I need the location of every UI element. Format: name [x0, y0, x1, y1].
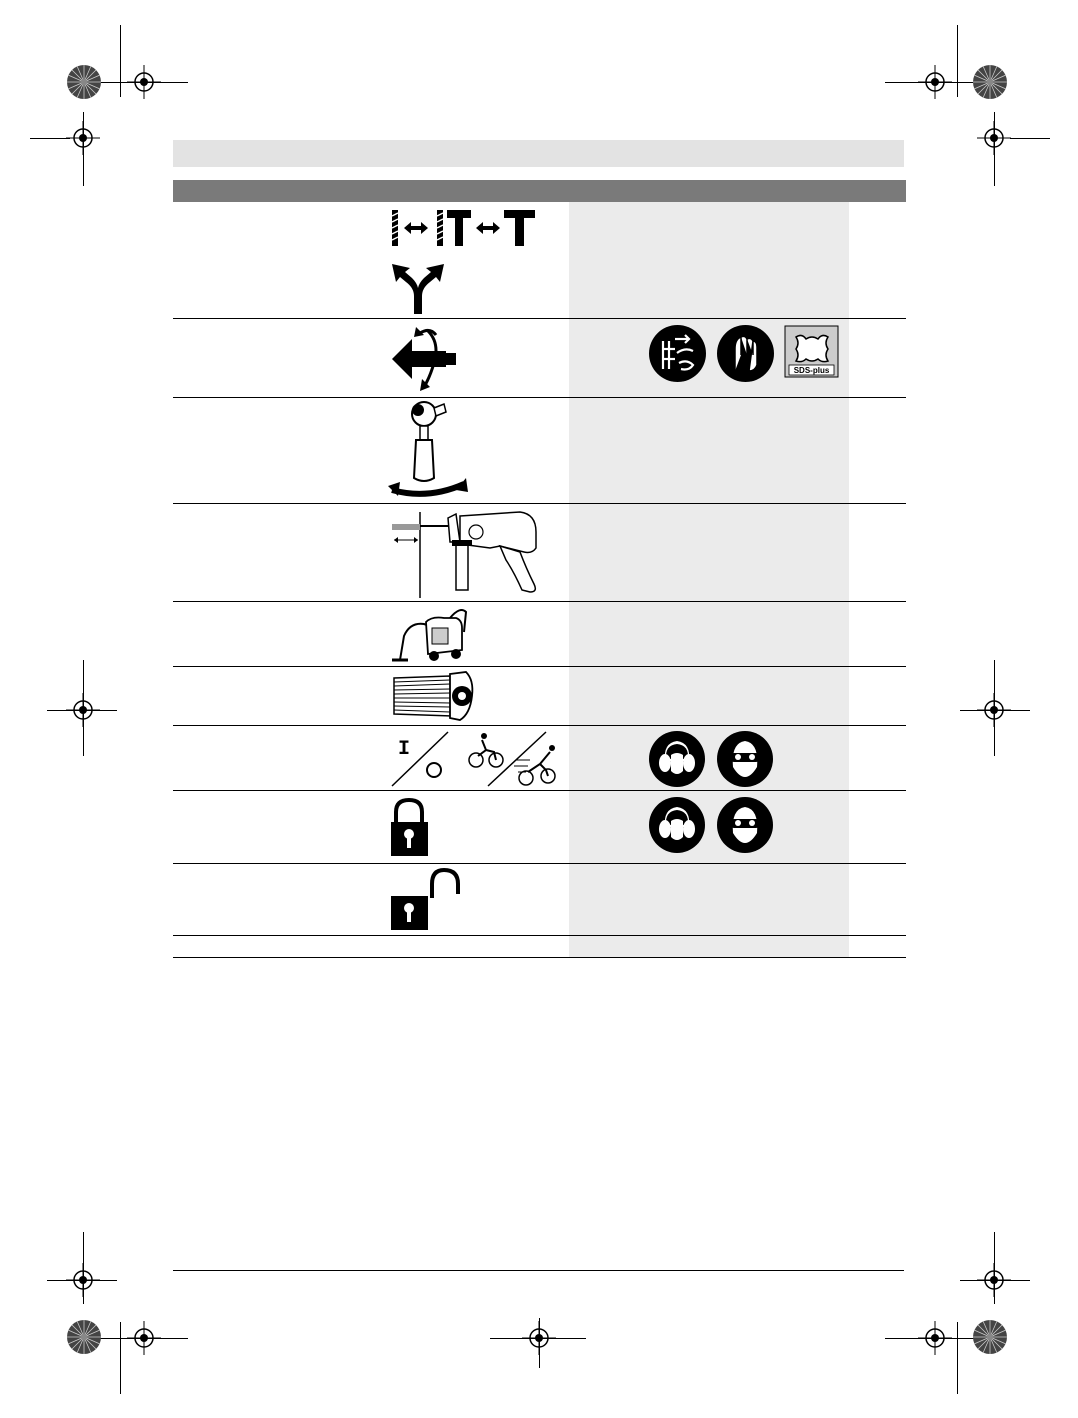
color-rosette-icon	[972, 64, 1008, 100]
vacuum-cleaner-icon	[390, 606, 470, 664]
registration-target-icon	[66, 1263, 100, 1297]
row-divider	[173, 397, 906, 398]
ear-protection-icon	[649, 797, 705, 853]
registration-target-icon	[66, 693, 100, 727]
footer-rule	[173, 1270, 904, 1271]
registration-target-icon	[127, 65, 161, 99]
lock-closed-icon	[390, 796, 430, 858]
sds-plus-icon	[784, 325, 839, 378]
row-divider	[173, 601, 906, 602]
unplug-icon	[649, 325, 706, 382]
page-header-bar	[173, 140, 904, 167]
color-rosette-icon	[66, 64, 102, 100]
dust-extraction-hose-icon	[390, 670, 476, 722]
lock-open-icon	[390, 866, 464, 932]
grey-instruction-column	[569, 202, 849, 957]
row-divider	[173, 790, 906, 791]
ear-protection-icon	[649, 731, 705, 787]
registration-target-icon	[918, 65, 952, 99]
eye-protection-icon	[717, 797, 773, 853]
table-title-bar	[173, 180, 906, 202]
registration-target-icon	[66, 121, 100, 155]
cyclist-icon	[466, 730, 566, 788]
row-divider	[173, 725, 906, 726]
sds-plus-label: SDS-plus	[793, 366, 830, 375]
registration-target-icon	[977, 693, 1011, 727]
row-divider	[173, 935, 906, 936]
drill-bit-length-icon	[390, 207, 538, 249]
row-divider	[173, 666, 906, 667]
registration-target-icon	[977, 1263, 1011, 1297]
row-divider	[173, 318, 906, 319]
switch-on-label: I	[397, 738, 411, 761]
depth-stop-drill-icon	[390, 508, 548, 600]
gloves-icon	[717, 325, 774, 382]
fork-arrow-icon	[390, 262, 446, 316]
row-divider	[173, 957, 906, 958]
registration-target-icon	[977, 121, 1011, 155]
registration-target-icon	[127, 1321, 161, 1355]
rotation-direction-icon	[390, 325, 460, 393]
row-divider	[173, 503, 906, 504]
registration-target-icon	[918, 1321, 952, 1355]
auxiliary-handle-icon	[388, 400, 468, 500]
registration-target-icon	[522, 1321, 556, 1355]
row-divider	[173, 863, 906, 864]
eye-protection-icon	[717, 731, 773, 787]
color-rosette-icon	[972, 1319, 1008, 1355]
color-rosette-icon	[66, 1319, 102, 1355]
